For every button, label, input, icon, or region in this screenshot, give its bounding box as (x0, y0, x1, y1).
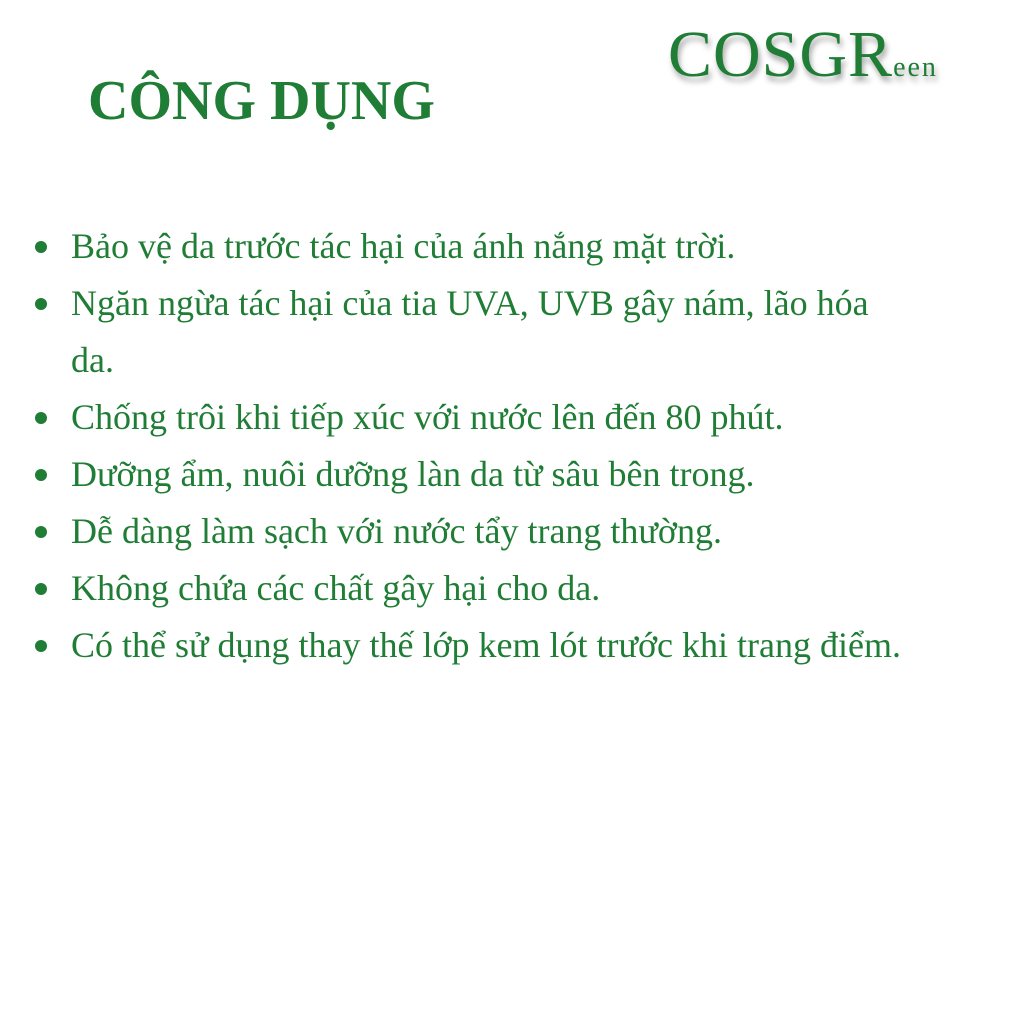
brand-logo (668, 20, 988, 100)
list-item (30, 275, 920, 389)
list-item (30, 446, 920, 503)
list-item (30, 218, 920, 275)
page-title: CÔNG DỤNG (88, 70, 435, 132)
logo-sub-text: een (893, 52, 938, 83)
list-item-text: Bảo vệ da trước tác hại của ánh nắng mặt trời. (71, 226, 736, 266)
bullet-icon (35, 583, 47, 595)
bullet-icon (35, 640, 47, 652)
bullet-icon (35, 469, 47, 481)
list-item (30, 503, 920, 560)
list-item (30, 560, 920, 617)
logo-main-text: COSGR (668, 18, 894, 91)
list-item-text: Chống trôi khi tiếp xúc với nước lên đến 80 phút. (71, 397, 784, 437)
bullet-icon (35, 526, 47, 538)
bullet-icon (35, 241, 47, 253)
bullet-icon (35, 412, 47, 424)
benefits-list (30, 218, 920, 674)
list-item-text: Không chứa các chất gây hại cho da. (71, 568, 601, 608)
list-item (30, 389, 920, 446)
list-item-text: Dễ dàng làm sạch với nước tẩy trang thường. (71, 511, 722, 551)
list-item (30, 617, 920, 674)
list-item-text: Dưỡng ẩm, nuôi dưỡng làn da từ sâu bên trong. (71, 454, 755, 494)
list-item-text: Ngăn ngừa tác hại của tia UVA, UVB gây nám, lão hóa da. (71, 283, 869, 380)
bullet-icon (35, 298, 47, 310)
list-item-text: Có thể sử dụng thay thế lớp kem lót trước khi trang điểm. (71, 625, 901, 665)
